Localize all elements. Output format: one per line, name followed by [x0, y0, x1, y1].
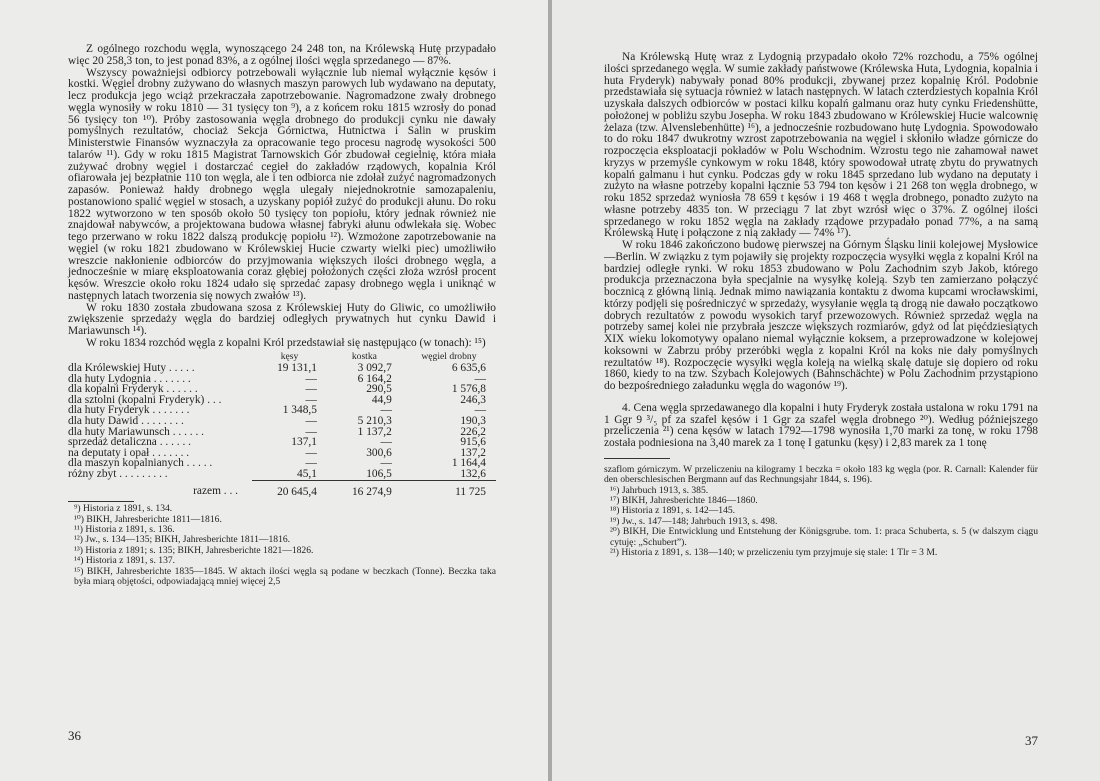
paragraph: W roku 1846 zakończono budowę pierwszej na Górnym Śląsku linii kolejowej Mysłowice—Berlin. W związku z tym pojawiły się projekty rozpoczęcia wysyłki węgla z kopalni Król na bardziej odległe rynki. W roku 1853 zbudowano w Polu Zachodnim szyb Jakob, którego produkcja przeznaczona była specjalnie na wysyłkę koleją. Szyb ten zamierzano połączyć bocznicą z główną linią. Jednak mimo nawiązania kontaktu z dwoma kupcami wrocławskimi, którzy podjęli się pośredniczyć w sprzedaży, wysyłanie węgla tą drogą nie dawało początkowo dobrych rezultatów z powodu wysokich taryf przewozowych. Również sprzedaż węgla na potrzeby samej kolei nie przybrała jeszcze większych rozmiarów, gdyż od lat pięćdziesiątych XIX wieku lokomotywy opalano niemal wyłącznie koksem, a przeprowadzone w kolejowej koksowni w Zabrzu próby przeróbki węgla z kopalni Król na koks nie dały pomyślnych rezultatów ¹⁸). Rozpoczęcie wysyłki węgla koleją na wielką skalę datuje się dopiero od roku 1860, kiedy to na tzw. Szybach Kolejowych (Bahnschächte) w Polu Zachodnim przystąpiono do bezpośredniego załadunku węgla do wagonów ¹⁹). [604, 239, 1038, 392]
cell-wegiel-drobny: — [474, 372, 486, 385]
row-label: na deputaty i opał . . . . . . . [68, 446, 190, 459]
cell-kesy: — [305, 372, 317, 385]
footnote: ²⁰) BIKH, Die Entwicklung und Entstehung der Königsgrube. tom. 1: praca Schuberta, s. 5 (w dalszym ciągu cytuję: „Schubert”). [610, 526, 1038, 548]
row-label: dla sztolni (kopalni Fryderyk) . . . [68, 393, 222, 406]
cell-wegiel-drobny: 226,2 [460, 425, 486, 438]
cell-wegiel-drobny: 246,3 [460, 393, 486, 406]
footnote: ¹⁵) BIKH, Jahresberichte 1835—1845. W aktach ilości węgla są podane w beczkach (Tonne). Beczka taka była miarą objętości, odpowiadającą mniej więcej 2,5 [74, 565, 496, 588]
footnote-divider [604, 458, 670, 459]
cell-kostka: 5 210,3 [357, 415, 392, 428]
cell-kesy: 19 131,1 [277, 362, 317, 375]
row-label: dla huty Fryderyk . . . . . . . [68, 404, 190, 417]
cell-wegiel-drobny: 6 635,6 [451, 362, 486, 375]
cell-wegiel-drobny: 1 576,8 [451, 383, 486, 396]
footnote: ¹¹) Historia z 1891, s. 136. [74, 524, 175, 536]
footnote: ¹⁰) BIKH, Jahresberichte 1811—1816. [74, 513, 222, 525]
cell-kesy: — [305, 415, 317, 428]
column-header: kostka [351, 350, 377, 362]
footnote: ¹⁶) Jahrbuch 1913, s. 385. [610, 484, 709, 496]
cell-kesy: — [305, 425, 317, 438]
cell-kesy: — [305, 446, 317, 459]
cell-wegiel-drobny: 190,3 [460, 415, 486, 428]
cell-kesy: 45,1 [252, 469, 327, 480]
total-kostka: 16 274,9 [351, 485, 392, 498]
footnote-divider [68, 501, 134, 502]
cell-kesy: 137,1 [291, 436, 317, 449]
table-row [68, 469, 496, 480]
cell-kostka: 44,9 [371, 393, 392, 406]
cell-kesy: — [305, 393, 317, 406]
row-label: dla kopalni Fryderyk . . . . . . [68, 383, 198, 396]
left-footnotes [68, 504, 496, 587]
cell-kostka: — [380, 404, 392, 417]
cell-kostka: 3 092,7 [357, 362, 392, 375]
paragraph: W roku 1830 została zbudowana szosa z Królewskiej Huty do Gliwic, co umożliwiło zwiększenie sprzedaży węgla do bardziej odległych prywatnych hut cynku Dawid i Mariawunsch ¹⁴). [68, 301, 496, 337]
cell-wegiel-drobny: — [474, 404, 486, 417]
total-label: razem . . . [193, 485, 239, 498]
footnote: ¹³) Historia z 1891; s. 135; BIKH, Jahresberichte 1821—1826. [74, 544, 314, 556]
row-label: dla huty Dawid . . . . . . . . [68, 415, 184, 428]
cell-kesy: — [305, 383, 317, 396]
paragraph: Z ogólnego rozchodu węgla, wynoszącego 24 248 ton, na Królewską Hutę przypadało więc 20 258,3 ton, to jest ponad 83%, a z ogólnej ilości węgla sprzedanego — 87%. [68, 43, 496, 67]
page-number-left: 36 [68, 728, 81, 743]
row-label: różny zbyt . . . . . . . . . [68, 468, 168, 481]
footnote: ¹⁹) Jw., s. 147—148; Jahrbuch 1913, s. 498. [610, 515, 778, 527]
row-label: dla Królewskiej Huty . . . . . [68, 362, 195, 375]
cell-wegiel-drobny: 137,2 [460, 446, 486, 459]
left-page [0, 0, 548, 781]
cell-kostka: 6 164,2 [357, 372, 392, 385]
cell-kesy: — [305, 457, 317, 470]
table-total-row [68, 480, 496, 497]
cell-wegiel-drobny: 1 164,4 [451, 457, 486, 470]
row-label: dla huty Lydognia . . . . . . . [68, 372, 191, 385]
cell-kostka: — [380, 457, 392, 470]
cell-kostka: — [380, 436, 392, 449]
footnote: ⁹) Historia z 1891, s. 134. [74, 503, 173, 515]
cell-kostka: 290,5 [366, 383, 392, 396]
table-body [68, 363, 496, 497]
footnote: ¹⁴) Historia z 1891, s. 137. [74, 555, 176, 567]
column-header: węgiel drobny [421, 350, 477, 362]
cell-wegiel-drobny: 132,6 [402, 469, 496, 480]
cell-kesy: 1 348,5 [282, 404, 317, 417]
footnote: ¹⁸) Historia z 1891, s. 142—145. [610, 505, 736, 517]
cell-kostka: 106,5 [327, 469, 402, 480]
total-wegiel-drobny: 11 725 [455, 485, 486, 498]
cell-wegiel-drobny: 915,6 [460, 436, 486, 449]
cell-kostka: 1 137,2 [357, 425, 392, 438]
cell-kostka: 300,6 [366, 446, 392, 459]
row-label: dla huty Mariawunsch . . . . . . [68, 425, 205, 438]
footnote: ¹²) Jw., s. 134—135; BIKH, Jahresberichte 1811—1816. [74, 534, 291, 546]
total-kesy: 20 645,4 [277, 485, 317, 498]
coal-distribution-table [68, 352, 496, 498]
right-text-column [604, 52, 1038, 558]
paragraph: Na Królewską Hutę wraz z Lydognią przypadało około 72% rozchodu, a 75% ogólnej ilości sprzedanego węgla. W sumie zakłady państwowe (Królewska Huta, Lydognia, kopalnia i huta Fryderyk) nabywały ponad 80% produkcji, zbywanej przez kopalnię Król. Podobnie przedstawiała się sytuacja również w latach następnych. W latach czterdziestych kopalnia Król uzyskała dalszych odbiorców w postaci kilku kopalń galmanu oraz huty cynku Friedenshütte, położonej w pobliżu szybu Josepha. W roku 1843 zbudowano w Królewskiej Hucie walcownię żelaza (tzw. Alvenslebenhütte) ¹⁶), a jednocześnie rozbudowano hutę Lydognia. Spowodowało to do roku 1847 dwukrotny wzrost zapotrzebowania na węgiel i skłoniło władze górnicze do rozpoczęcia eksploatacji pokładów w Polu Wschodnim. Wzrostu tego nie zahamował nawet kryzys w przemyśle cynkowym w roku 1848, który spowodował utratę zbytu do prywatnych kopalń galmanu i hut cynku. Podczas gdy w roku 1845 sprzedano lub wydano na deputaty i zużyto na własne potrzeby kopalni łącznie 53 794 ton kęsów i 21 268 ton węgla drobnego, w roku 1852 sprzedaż wyniosła 78 659 t kęsów i 19 468 t węgla drobnego, ponadto zużyto na własne potrzeby 4835 ton. W przeciągu 7 lat zbyt wzrósł więc o 37%. Z ogólnej ilości sprzedanego w roku 1852 węgla na zakłady rządowe przypadało ponad 77%, a na samą Królewską Hutę i połączone z nią zakłady — 74% ¹⁷). [604, 51, 1038, 240]
paragraph: 4. Cena węgla sprzedawanego dla kopalni i huty Fryderyk została ustalona w roku 1791 na 1 Ggr 9 ³/₅ pf za szafel kęsów i 1 Ggr za szafel węgla drobnego ²⁰). Według późniejszego przeliczenia ²¹) cena kęsów w latach 1792—1798 wynosiła 1,70 marki za tonę, w roku 1798 została podniesiona na 3,40 marek za 1 tonę I gatunku (kęsy) i 2,83 marek za 1 tonę [604, 401, 1038, 449]
right-page [552, 0, 1100, 781]
paragraph: Wszyscy poważniejsi odbiorcy potrzebowali wyłącznie lub niemal wyłącznie kęsów i kostki. Węgiel drobny zużywano do własnych maszyn parowych lub wydawano na deputaty, lecz produkcja jego wciąż przekraczała zapotrzebowanie. Nagromadzone zwały drobnego węgla wynosiły w roku 1810 — 31 tysięcy ton ⁹), a z końcem roku 1815 wzrosły do ponad 56 tysięcy ton ¹⁰). Próby zastosowania węgla drobnego do produkcji cynku nie dawały pomyślnych rezultatów, chociaż Sekcja Górnictwa, Hutnictwa i Salin w pruskim Ministerstwie Finansów wyznaczyła za opracowanie tego procesu nagrodę wysokości 500 talarów ¹¹). Gdy w roku 1815 Magistrat Tarnowskich Gór zbudował cegielnię, która miała zużywać drobny węgiel i dostarczać cegieł do zakładów rządowych, kopalnia Król ofiarowała jej bezpłatnie 110 ton węgla, ale i ten odbiorca nie zdołał zużyć nagromadzonych zapasów. Ponieważ hałdy drobnego węgla ulegały niejednokrotnie samozapaleniu, postanowiono spalić węgiel w stosach, a uzyskany popiół zużyć do produkcji ałunu. Do roku 1822 wytworzono w ten sposób około 50 tysięcy ton popiołu, który jednak również nie znajdował nabywców, a projektowana budowa własnej fabryki ałunu odwlekała się. Wobec tego przerwano w roku 1822 dalszą produkcję popiołu ¹²). Wzmożone zapotrzebowanie na węgiel (w roku 1821 zbudowano w Królewskiej Hucie czwarty wielki piec) umożliwiło wreszcie nakłonienie odbiorców do przyjmowania większych ilości drobnego węgla, a jednocześnie w miarę eksploatowania coraz głębiej położonych części złoża wzrósł procent kęsów. Wreszcie około roku 1824 udało się sprzedać zapasy drobnego węgla i uniknąć w następnych latach tworzenia się nowych zwałów ¹³). [68, 66, 496, 302]
left-text-column [68, 44, 496, 587]
footnote: ¹⁷) BIKH, Jahresberichte 1846—1860. [610, 494, 758, 506]
footnote: ²¹) Historia z 1891, s. 138—140; w przeliczeniu tym przyjmuje się stale: 1 Tlr = 3 M. [610, 547, 938, 558]
row-label: dla maszyn kopalnianych . . . . . [68, 457, 213, 470]
column-header: kęsy [280, 350, 299, 362]
row-label: sprzedaż detaliczna . . . . . . [68, 436, 192, 449]
page-number-right: 37 [1025, 733, 1038, 748]
footnote: szaflom górniczym. W przeliczeniu na kilogramy 1 beczka = około 183 kg węgla (por. R. Carnall: Kalender für den oberschlesischen Bergmann auf das Rechnungsjahr 1844, s. 196). [604, 463, 1038, 486]
right-footnotes [604, 465, 1038, 559]
paragraph: W roku 1834 rozchód węgla z kopalni Król przedstawiał się następująco (w tonach): ¹⁵) [86, 336, 486, 349]
